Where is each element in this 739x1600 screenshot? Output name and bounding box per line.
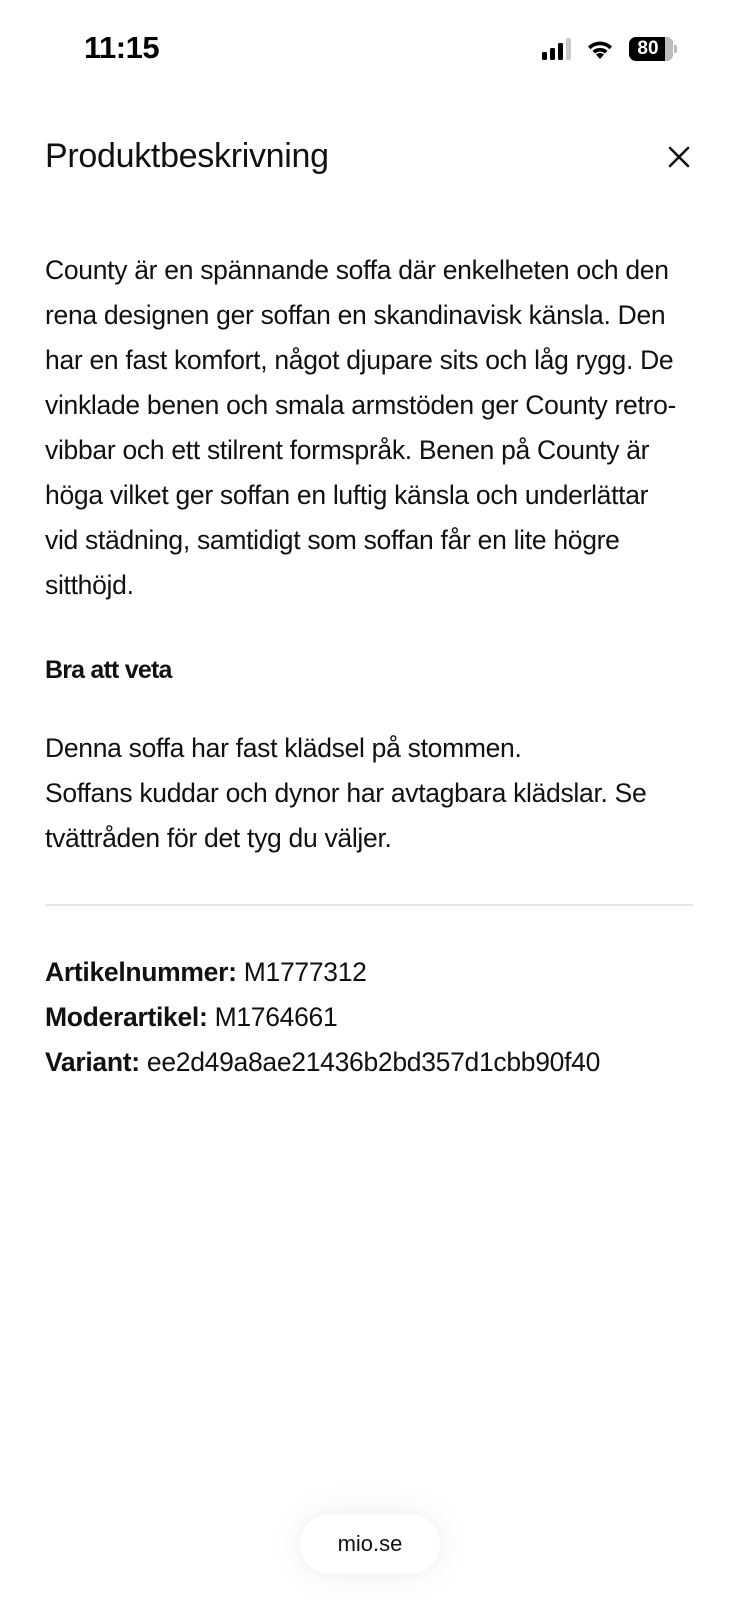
wifi-icon xyxy=(585,38,615,60)
cellular-signal-icon xyxy=(542,38,571,60)
article-meta xyxy=(45,950,600,1085)
battery-percent: 80 xyxy=(637,38,659,59)
meta-label: Moderartikel: xyxy=(45,1002,208,1032)
meta-label: Variant: xyxy=(45,1047,140,1077)
meta-value: M1764661 xyxy=(214,1002,338,1032)
good-to-know-line: Denna soffa har fast klädsel på stommen. xyxy=(45,733,522,763)
status-bar xyxy=(0,0,739,100)
battery-icon xyxy=(629,37,677,61)
product-description-content xyxy=(45,248,685,1077)
page-title: Produktbeskrivning xyxy=(45,137,329,175)
product-description-text: County är en spännande soffa där enkelheten och den rena designen ger soffan en skandinavisk känsla. Den har en fast komfort, något djupare sits och låg rygg. De vinklade benen och smala armstöden ger County retro-vibbar och ett stilrent formspråk. Benen på County är höga vilket ger soffan en luftig känsla och underlättar vid städning, samtidigt som soffan får en lite högre sitthöjd. xyxy=(45,255,677,600)
divider xyxy=(45,904,693,906)
close-icon xyxy=(664,142,694,172)
meta-article-number xyxy=(45,950,600,995)
sheet-header xyxy=(45,128,694,184)
meta-label: Artikelnummer: xyxy=(45,957,237,987)
good-to-know-section xyxy=(45,726,685,861)
meta-value: M1777312 xyxy=(243,957,367,987)
status-time: 11:15 xyxy=(84,30,160,65)
meta-value: ee2d49a8ae21436b2bd357d1cbb90f40 xyxy=(146,1047,601,1077)
good-to-know-heading: Bra att veta xyxy=(45,656,172,684)
close-button[interactable] xyxy=(664,142,694,172)
good-to-know-line: Soffans kuddar och dynor har avtagbara klädslar. Se tvättråden för det tyg du väljer. xyxy=(45,778,647,853)
status-icons xyxy=(542,37,677,61)
meta-parent-article xyxy=(45,995,600,1040)
meta-variant xyxy=(45,1040,600,1085)
browser-url-pill[interactable]: mio.se xyxy=(300,1514,440,1574)
